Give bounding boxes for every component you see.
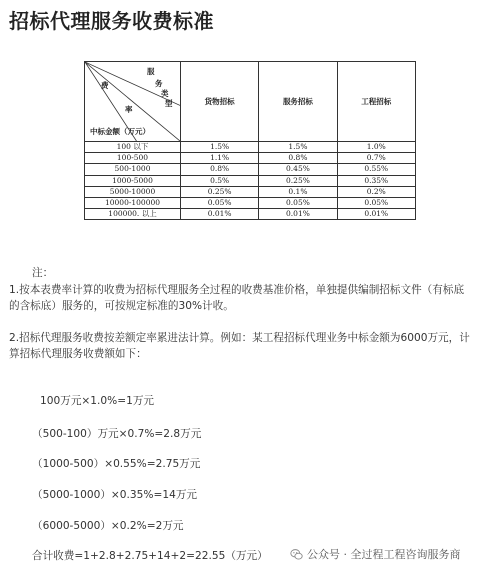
cell-range: 100-500 xyxy=(85,153,181,164)
cell-engineering: 0.55% xyxy=(337,164,415,175)
cell-range: 10000-100000 xyxy=(85,197,181,208)
column-header-engineering: 工程招标 xyxy=(337,62,415,142)
diagonal-header-cell xyxy=(85,62,181,142)
table-header-row xyxy=(85,62,416,142)
table-row xyxy=(85,197,416,208)
note2-line1: 2.招标代理服务收费按差额定率累进法计算。例如：某工程招标代理业务中标金额为6000万元，计 xyxy=(9,332,470,344)
cell-goods: 0.05% xyxy=(181,197,259,208)
diag-label-lei: 类 xyxy=(161,89,169,98)
cell-service: 0.45% xyxy=(259,164,337,175)
cell-goods: 1.1% xyxy=(181,153,259,164)
cell-service: 0.01% xyxy=(259,209,337,220)
column-header-service: 服务招标 xyxy=(259,62,337,142)
cell-engineering: 0.7% xyxy=(337,153,415,164)
cell-goods: 0.5% xyxy=(181,175,259,186)
diag-label-amount: 中标金额（万元） xyxy=(90,127,150,136)
cell-service: 0.05% xyxy=(259,197,337,208)
note1-line1: 1.按本表费率计算的收费为招标代理服务全过程的收费基准价格，单独提供编制招标文件（有标底 xyxy=(9,284,465,296)
calc-step-3: （1000-500）×0.55%=2.75万元 xyxy=(32,458,201,470)
calc-step-5: （6000-5000）×0.2%=2万元 xyxy=(32,520,184,532)
table-row xyxy=(85,175,416,186)
page-title: 招标代理服务收费标准 xyxy=(9,9,214,33)
cell-goods: 0.8% xyxy=(181,164,259,175)
note1-line2: 的含标底）服务的，可按规定标准的30%计收。 xyxy=(9,300,234,312)
cell-engineering: 0.35% xyxy=(337,175,415,186)
table-row xyxy=(85,142,416,153)
fee-standard-table xyxy=(84,61,416,220)
cell-service: 0.25% xyxy=(259,175,337,186)
diag-label-wu: 务 xyxy=(155,79,163,88)
cell-range: 5000-10000 xyxy=(85,186,181,197)
diag-label-service: 服 xyxy=(147,67,155,76)
diag-label-fee: 费 xyxy=(101,81,109,90)
cell-goods: 0.25% xyxy=(181,186,259,197)
table-row xyxy=(85,209,416,220)
calc-total: 合计收费=1+2.8+2.75+14+2=22.55（万元） xyxy=(32,550,268,562)
diag-label-xing: 型 xyxy=(165,99,173,108)
wechat-icon xyxy=(290,548,303,561)
table-row xyxy=(85,164,416,175)
cell-service: 0.1% xyxy=(259,186,337,197)
cell-engineering: 0.01% xyxy=(337,209,415,220)
cell-goods: 1.5% xyxy=(181,142,259,153)
calc-step-4: （5000-1000）×0.35%=14万元 xyxy=(32,489,198,501)
cell-service: 1.5% xyxy=(259,142,337,153)
cell-goods: 0.01% xyxy=(181,209,259,220)
cell-engineering: 0.05% xyxy=(337,197,415,208)
cell-range: 500-1000 xyxy=(85,164,181,175)
watermark xyxy=(290,546,461,562)
column-header-goods: 货物招标 xyxy=(181,62,259,142)
cell-engineering: 1.0% xyxy=(337,142,415,153)
watermark-text: 公众号 · 全过程工程咨询服务商 xyxy=(307,548,461,561)
cell-range: 100 以下 xyxy=(85,142,181,153)
cell-range: 1000-5000 xyxy=(85,175,181,186)
calc-step-2: （500-100）万元×0.7%=2.8万元 xyxy=(32,428,202,440)
table-row xyxy=(85,153,416,164)
notes-heading: 注： xyxy=(32,267,54,279)
cell-engineering: 0.2% xyxy=(337,186,415,197)
note2-line2: 算招标代理服务收费额如下： xyxy=(9,348,147,360)
cell-range: 100000. 以上 xyxy=(85,209,181,220)
calc-step-1: 100万元×1.0%=1万元 xyxy=(40,395,155,407)
cell-service: 0.8% xyxy=(259,153,337,164)
diag-label-rate: 率 xyxy=(125,105,133,114)
table-row xyxy=(85,186,416,197)
